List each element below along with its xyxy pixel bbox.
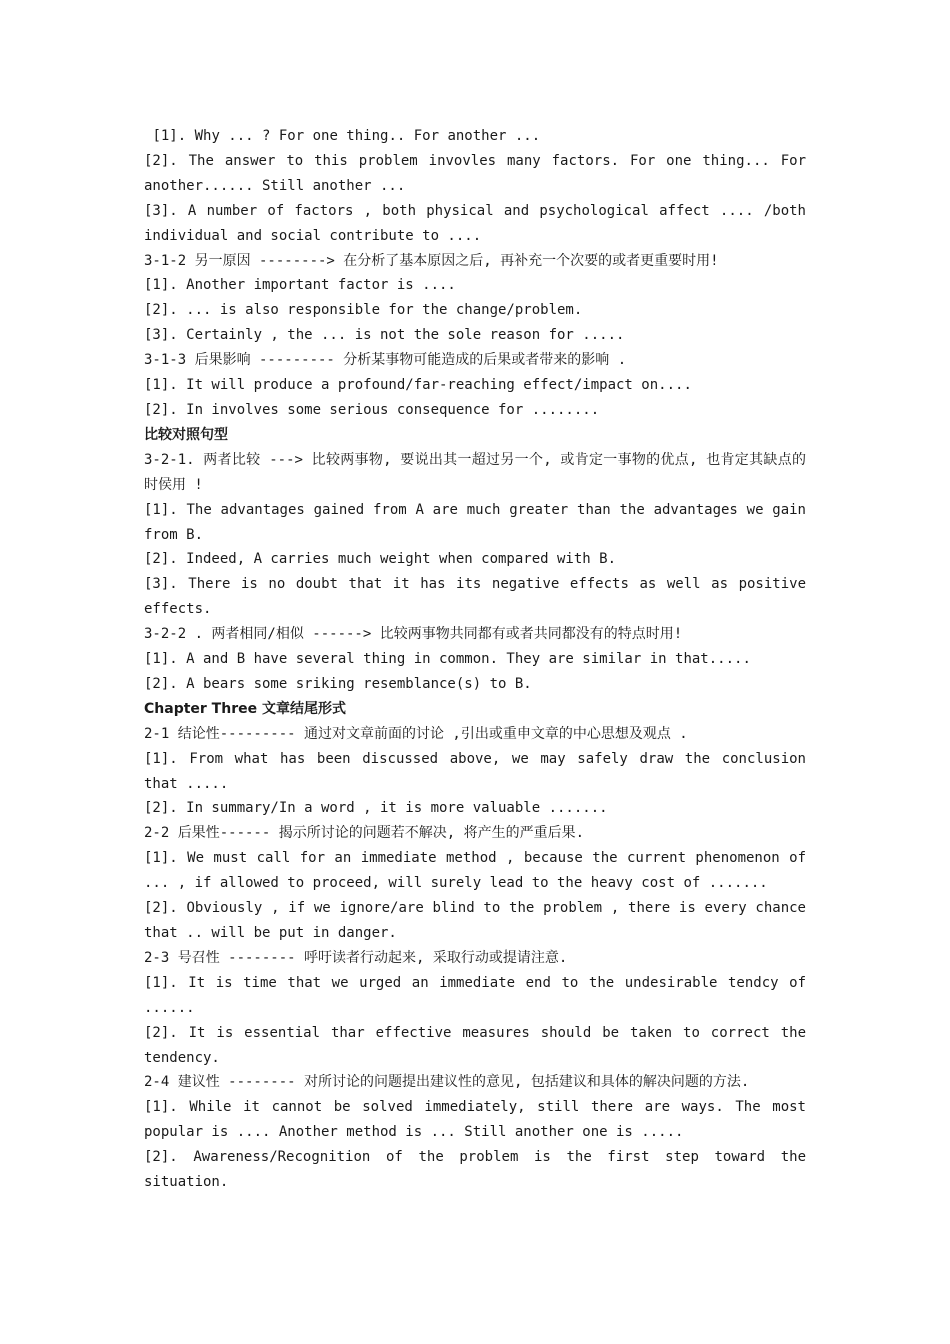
text-line: [2]. ... is also responsible for the change/problem. (144, 302, 583, 319)
section-line: 2-2 后果性------ 揭示所讨论的问题若不解决, 将产生的严重后果. (144, 825, 585, 842)
section-line: 3-1-2 另一原因 --------> 在分析了基本原因之后, 再补充一个次要的或者更重要时用! (144, 252, 719, 269)
text-line: [1]. While it cannot be solved immediately, still there are ways. The most popular is .... Another method is ... Still another one is ..... (144, 1099, 815, 1141)
section-heading: 比较对照句型 (144, 426, 228, 443)
text-line: [1]. Another important factor is .... (144, 277, 456, 294)
text-line: [3]. Certainly , the ... is not the sole reason for ..... (144, 327, 625, 344)
section-line: 2-4 建议性 -------- 对所讨论的问题提出建议性的意见, 包括建议和具体的解决问题的方法. (144, 1074, 750, 1091)
text-line: [1]. The advantages gained from A are much greater than the advantages we gain from B. (144, 501, 815, 543)
text-line: [1]. Why ... ? For one thing.. For another ... (144, 128, 541, 144)
text-line: [2]. A bears some sriking resemblance(s) to B. (144, 675, 532, 692)
document-page (144, 124, 815, 1195)
text-line: [2]. The answer to this problem invovles many factors. For one thing... For another...... Still another ... (144, 152, 815, 194)
text-line: [3]. A number of factors , both physical and psychological affect .... /both individual and social contribute to .... (144, 202, 815, 244)
section-line: 3-1-3 后果影响 --------- 分析某事物可能造成的后果或者带来的影响 . (144, 352, 627, 369)
text-line: [2]. In involves some serious consequence for ........ (144, 401, 600, 418)
text-line: [2]. Awareness/Recognition of the problem is the first step toward the situation. (144, 1149, 815, 1191)
text-line: [2]. Indeed, A carries much weight when compared with B. (144, 551, 617, 568)
text-line: [3]. There is no doubt that it has its negative effects as well as positive effects. (144, 576, 815, 618)
text-line: [1]. It is time that we urged an immediate end to the undesirable tendcy of ...... (144, 974, 815, 1016)
text-line: [1]. It will produce a profound/far-reaching effect/impact on.... (144, 377, 692, 394)
chapter-heading: Chapter Three 文章结尾形式 (144, 700, 346, 717)
section-line: 2-3 号召性 -------- 呼吁读者行动起来, 采取行动或提请注意. (144, 949, 568, 966)
section-line: 3-2-1. 两者比较 ---> 比较两事物, 要说出其一超过另一个, 或肯定一事物的优点, 也肯定其缺点的时侯用 ! (144, 451, 806, 493)
section-line: 2-1 结论性--------- 通过对文章前面的讨论 ,引出或重申文章的中心思想及观点 . (144, 725, 688, 742)
text-line: [2]. Obviously , if we ignore/are blind to the problem , there is every chance that .. will be put in danger. (144, 900, 815, 941)
text-line: [2]. It is essential thar effective measures should be taken to correct the tendency. (144, 1024, 815, 1066)
text-line: [1]. A and B have several thing in common. They are similar in that..... (144, 651, 751, 668)
text-line: [1]. From what has been discussed above, we may safely draw the conclusion that ..... (144, 750, 815, 792)
section-line: 3-2-2 . 两者相同/相似 ------> 比较两事物共同都有或者共同都没有的特点时用! (144, 626, 683, 643)
text-line: [1]. We must call for an immediate method , because the current phenomenon of ... , if allowed to proceed, will surely lead to the heavy cost of ....... (144, 850, 815, 892)
text-line: [2]. In summary/In a word , it is more valuable ....... (144, 800, 608, 817)
